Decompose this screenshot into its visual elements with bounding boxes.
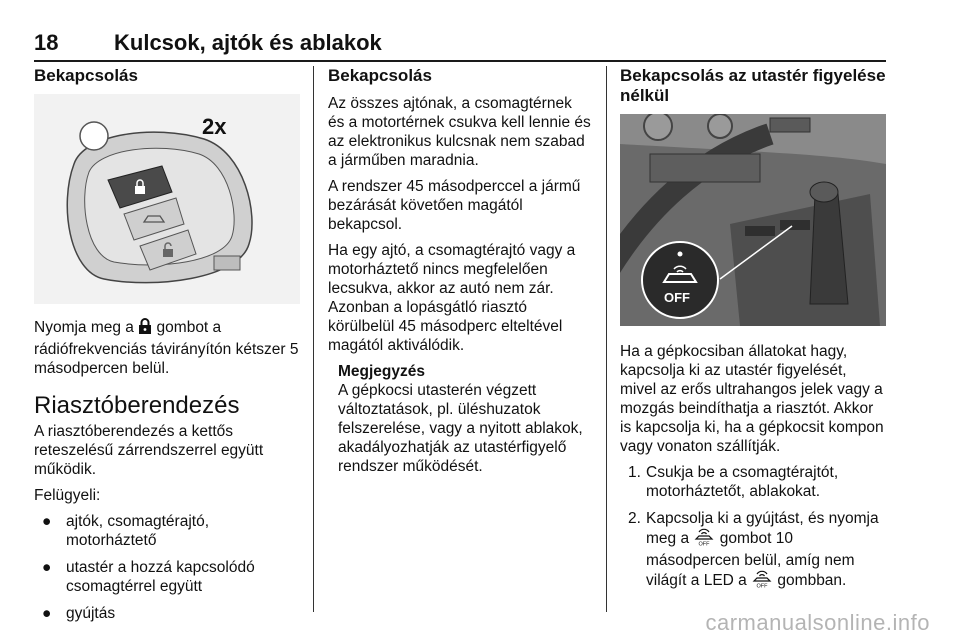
watermark: carmanualsonline.info (705, 610, 930, 635)
paragraph: A riasztóberendezés a kettős reteszelésű zárrendszerrel együtt működik. (34, 423, 264, 478)
dashboard-illustration (620, 114, 886, 326)
key-fob-illustration (34, 94, 300, 304)
figure-label: OFF (664, 290, 690, 305)
column-1 (34, 66, 300, 631)
page-number: 18 (34, 30, 59, 55)
section-heading: Riasztóberendezés (34, 392, 240, 419)
list-item: 1. Csukja be a csomagtérajtót, motorháztetőt, ablakokat. (628, 464, 839, 500)
lock-icon (138, 318, 152, 340)
paragraph: Ha a gépkocsiban állatokat hagy, kapcsolja ki az utastér figyelését, mivel az erős ultrahangos jelek vagy a mozgás beindíthatja a riasztót. Akkor is kapcsolja ki, ha a gépkocsit kompon vagy vonaton szállítják. (620, 343, 884, 455)
paragraph: Felügyeli: (34, 487, 101, 504)
list-item: ● ajtók, csomagtérajtó, motorháztető (42, 513, 210, 549)
note-text: A gépkocsi utasterén végzett változtatások, pl. üléshuzatok felszerelése, vagy a nyitott ablakok, akadályozhatják az utastérfigyelő rendszer működését. (338, 382, 583, 475)
list-item: ● utastér a hozzá kapcsolódó csomagtérrel együtt (42, 559, 255, 595)
svg-text:OFF: OFF (698, 541, 710, 546)
column-2 (328, 66, 592, 483)
page-header (34, 30, 886, 62)
svg-text:OFF: OFF (756, 583, 768, 588)
paragraph: A rendszer 45 másodperccel a jármű bezárását követően magától bekapcsol. (328, 178, 581, 233)
figure-label: 2x (202, 114, 227, 139)
note-box (328, 362, 592, 476)
column-divider (313, 66, 314, 612)
section-heading: Bekapcsolás (34, 66, 138, 85)
note-title: Megjegyzés (338, 363, 426, 380)
dashboard-figure (620, 114, 886, 326)
column-divider (606, 66, 607, 612)
bullet-list (34, 512, 300, 623)
numbered-list (620, 463, 886, 593)
list-item: ● gyújtás (42, 605, 116, 622)
paragraph: Ha egy ajtó, a csomagtérajtó vagy a motorháztető nincs megfelelően lecsukva, akkor az autó nem zár. Azonban a lopásgátló riasztó körülbelül 45 másodperc elteltével magától aktiválódik. (328, 242, 576, 354)
ultrasound-off-icon (693, 528, 715, 551)
page-title: Kulcsok, ajtók és ablakok (114, 30, 382, 55)
section-heading: Bekapcsolás az utastér figyelése nélkül (620, 66, 886, 105)
section-heading: Bekapcsolás (328, 66, 432, 85)
paragraph: Nyomja meg a gombot a rádiófrekvenciás távirányítón kétszer 5 másodpercen belül. (34, 319, 299, 377)
list-item: 2. Kapcsolja ki a gyújtást, és nyomja meg a OFF gombot 10 másodpercen belül, amíg nem világít a LED a OFF gombban. (620, 509, 886, 593)
key-fob-figure (34, 94, 300, 304)
ultrasound-off-icon (751, 570, 773, 593)
column-3 (620, 66, 886, 601)
paragraph: Az összes ajtónak, a csomagtérnek és a motortérnek csukva kell lennie és az elektronikus kulcsnak nem szabad a járműben maradnia. (328, 95, 591, 169)
